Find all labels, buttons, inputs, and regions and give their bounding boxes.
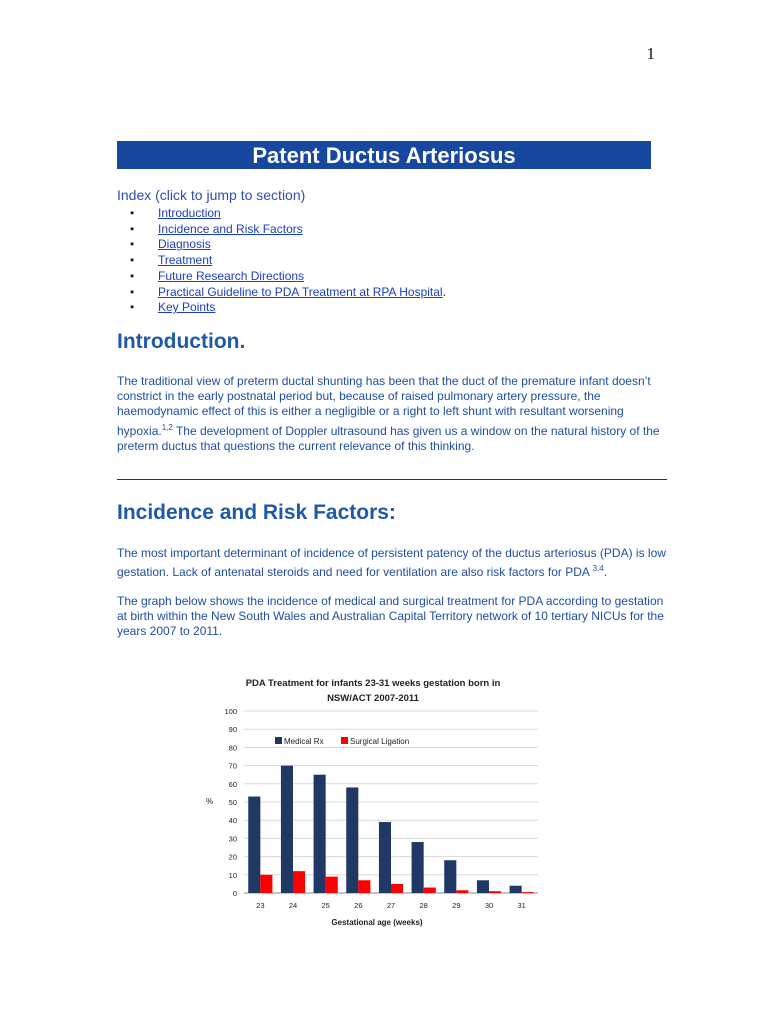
bar-medical-rx <box>379 822 391 893</box>
bar-surgical-ligation <box>391 884 403 893</box>
reference-link[interactable]: 1,2 <box>161 422 173 432</box>
index-link-future-research[interactable]: Future Research Directions <box>158 268 305 283</box>
index-item: • Practical Guideline to PDA Treatment at RPA Hospital. <box>130 285 446 301</box>
x-tick-label: 31 <box>517 901 526 910</box>
introduction-paragraph: The traditional view of preterm ductal shunting has been that the duct of the premature infant doesn’t constrict in the early postnatal period but, because of raised pulmonary artery pressure, the haemodynamic effect of this is either a negligible or a right to left shunt with resultant worsening hypoxia.$^{1,2}$ The development of Doppler ultrasound has given us a window on the natural history of the preterm ductus that questions the current relevance of this thinking. <box>117 374 660 453</box>
index-item <box>130 300 446 316</box>
graph-description-paragraph: The graph below shows the incidence of medical and surgical treatment for PDA according to gestation at birth within the New South Wales and Australian Capital Territory network of 10 tertiary NICUs for the years 2007 to 2011. <box>117 594 664 639</box>
index-list <box>130 206 446 316</box>
bar-medical-rx <box>412 842 424 893</box>
bar-surgical-ligation <box>424 888 436 893</box>
x-tick-label: 30 <box>484 901 494 910</box>
x-tick-label: 28 <box>419 901 428 910</box>
chart-title-line-1: PDA Treatment for infants 23-31 weeks gestation born in <box>245 678 501 689</box>
x-tick-label: 26 <box>354 901 363 910</box>
bar-surgical-ligation <box>489 891 501 893</box>
pda-treatment-chart <box>198 668 548 930</box>
x-axis-label: Gestational age (weeks) <box>331 918 423 927</box>
bar-surgical-ligation <box>260 875 272 893</box>
reference-link[interactable]: 3,4 <box>592 564 604 574</box>
y-tick-label: 40 <box>228 816 237 826</box>
page-title: Patent Ductus Arteriosus <box>117 141 651 169</box>
index-link-treatment[interactable]: Treatment <box>158 253 213 268</box>
y-tick-label: 0 <box>232 889 237 898</box>
bar-medical-rx <box>346 787 358 893</box>
chart-title-line-2: NSW/ACT 2007-2011 <box>327 693 419 704</box>
index-item <box>130 237 446 253</box>
introduction-heading: Introduction. <box>117 330 246 353</box>
x-tick-label: 27 <box>386 901 396 910</box>
legend-label-medical: Medical Rx <box>284 737 324 746</box>
index-item <box>130 269 446 285</box>
chart-svg <box>198 668 548 930</box>
y-tick-label: 100 <box>224 707 237 716</box>
incidence-heading: Incidence and Risk Factors: <box>117 501 396 524</box>
bar-surgical-ligation <box>293 871 305 893</box>
bar-medical-rx <box>444 860 456 893</box>
y-tick-label: 50 <box>228 798 237 807</box>
bar-medical-rx <box>248 797 260 893</box>
index-link-practical-guideline[interactable]: Practical Guideline to PDA Treatment at RPA Hospital <box>158 284 443 299</box>
legend-swatch-medical <box>275 737 282 744</box>
page-number: 1 <box>646 44 655 63</box>
bar-surgical-ligation <box>456 890 468 893</box>
bar-medical-rx <box>477 880 489 893</box>
x-tick-label: 24 <box>288 901 298 910</box>
index-link-introduction[interactable]: Introduction <box>158 206 221 220</box>
y-tick-label: 20 <box>228 852 237 862</box>
bar-medical-rx <box>510 886 522 893</box>
bar-medical-rx <box>314 775 326 893</box>
index-link-diagnosis[interactable]: Diagnosis <box>158 237 211 252</box>
legend-swatch-surgical <box>341 737 348 744</box>
y-tick-label: 30 <box>228 834 237 844</box>
bar-surgical-ligation <box>326 877 338 893</box>
bar-surgical-ligation <box>358 880 370 893</box>
index-item <box>130 206 446 222</box>
bar-medical-rx <box>281 766 293 893</box>
incidence-paragraph: The most important determinant of incidence of persistent patency of the ductus arteriosus (PDA) is low gestation. Lack of antenatal steroids and need for ventilation are also risk factors for PDA $^{3,4}$. <box>117 546 666 580</box>
y-tick-label: 80 <box>228 743 237 753</box>
index-heading: Index (click to jump to section) <box>117 187 306 203</box>
index-link-key-points[interactable]: Key Points <box>158 300 216 315</box>
index-item <box>130 222 446 238</box>
section-divider <box>117 479 667 480</box>
x-tick-label: 25 <box>321 901 330 910</box>
y-tick-label: 10 <box>228 870 237 880</box>
legend-label-surgical: Surgical Ligation <box>350 737 410 746</box>
bar-surgical-ligation <box>522 892 534 893</box>
y-tick-label: 90 <box>228 725 237 735</box>
x-tick-label: 23 <box>256 901 265 910</box>
index-link-incidence[interactable]: Incidence and Risk Factors <box>158 221 303 236</box>
y-tick-label: 60 <box>228 779 237 789</box>
y-tick-label: 70 <box>228 761 237 771</box>
x-tick-label: 29 <box>452 901 461 910</box>
y-axis-label: % <box>206 797 214 806</box>
index-item <box>130 253 446 269</box>
